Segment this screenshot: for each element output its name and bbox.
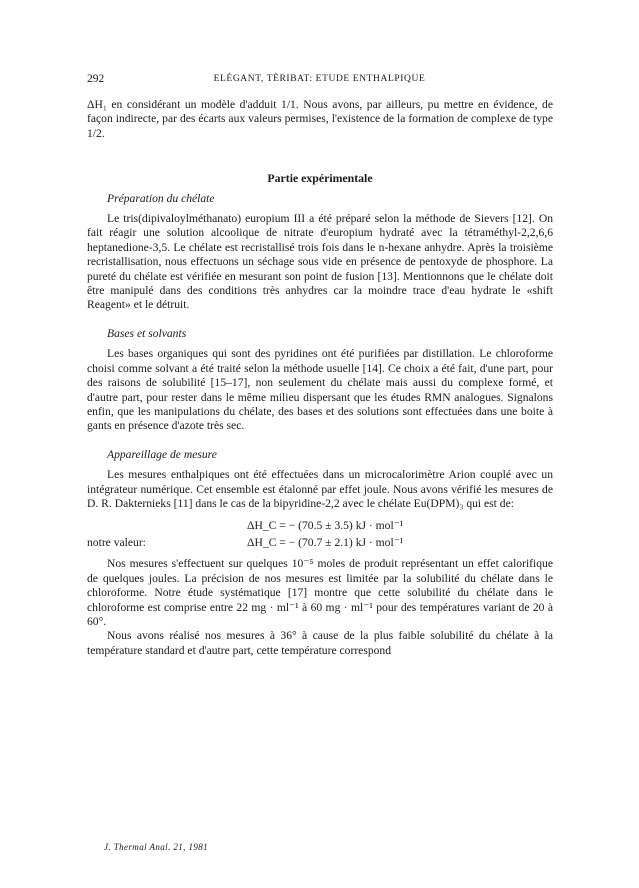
- subsection-heading-apparatus: Appareillage de mesure: [107, 447, 217, 461]
- equation-measured: [87, 534, 553, 551]
- running-head: ELÉGANT, TÈRIBAT: ETUDE ENTHALPIQUE: [213, 74, 426, 84]
- journal-footer: J. Thermal Anal. 21, 1981: [104, 842, 209, 852]
- intro-paragraph: ΔH₁ en considérant un modèle d'adduit 1/1. Nous avons, par ailleurs, pu mettre en évidence, de façon indirecte, par des écarts aux valeurs permises, l'existence de la formation de complexe de type 1/2.: [87, 98, 553, 140]
- subsection-heading-bases: Bases et solvants: [107, 326, 187, 340]
- page-header: [87, 72, 552, 86]
- temperature-paragraph: Nous avons réalisé nos mesures à 36° à cause de la plus faible solubilité du chélate à la température standard et d'autre part, cette température correspond: [87, 629, 553, 657]
- apparatus-paragraph: Les mesures enthalpiques ont été effectuées dans un microcalorimètre Arion couplé avec un intégrateur numérique. Cet ensemble est étalonné par effet joule. Nous avons vérifié les mesures de D. R. Dakternieks [11] dans le cas de la bipyridine-2,2 avec le chélate Eu(DPM)₃ qui est de:: [87, 468, 553, 510]
- equation-literature: [87, 517, 553, 534]
- subsection-heading-preparation: Préparation du chélate: [107, 191, 215, 205]
- measurement-paragraph: Nos mesures s'effectuent sur quelques 10⁻⁵ moles de produit représentant un effet calorifique de quelques joules. La précision de nos mesures est limitée par la solubilité du chélate dans le chloroforme. Notre étude systématique [17] montre que cette solubilité du chélate dans le chloroforme est comprise entre 22 mg · ml⁻¹ à 60 mg · ml⁻¹ pour des températures variant de 20 à 60°.: [87, 557, 553, 628]
- equation-literature-value: ΔH_C = − (70.5 ± 3.5) kJ · mol⁻¹: [247, 519, 404, 533]
- equation-measured-label: notre valeur:: [87, 536, 146, 550]
- equation-measured-value: ΔH_C = − (70.7 ± 2.1) kJ · mol⁻¹: [247, 536, 404, 550]
- article-body: [87, 98, 553, 658]
- preparation-paragraph: Le tris(dipivaloylméthanato) europium III a été préparé selon la méthode de Sievers [12]. On fait réagir une solution alcoolique de nitrate d'europium hydraté avec la tétraméthyl-2,2,6,6 heptanedione-3,5. Le chélate est recristallisé trois fois dans le n-hexane anhydre. Après la troisième recristallisation, nous effectuons un séchage sous vide en présence de pentoxyde de phosphore. La pureté du chélate est vérifiée en mesurant son point de fusion [13]. Mentionnons que le chélate doit être manipulé dans des conditions très anhydres car la moindre trace d'eau hydrate le «shift Reagent» et le détruit.: [87, 212, 553, 312]
- page-number: 292: [87, 73, 105, 85]
- bases-paragraph: Les bases organiques qui sont des pyridines ont été purifiées par distillation. Le chloroforme choisi comme solvant a été traité selon la méthode usuelle [14]. Ce choix a été fait, d'une part, pour des raisons de solubilité [15–17], non seulement du chélate mais aussi du complexe formé, et d'autre part, pour rester dans le même milieu dispersant que les études RMN analogues. Signalons enfin, que les manipulations du chélate, des bases et des solutions sont effectuées dans une boite à gants en présence d'azote très sec.: [87, 347, 553, 433]
- section-title: Partie expérimentale: [267, 171, 373, 186]
